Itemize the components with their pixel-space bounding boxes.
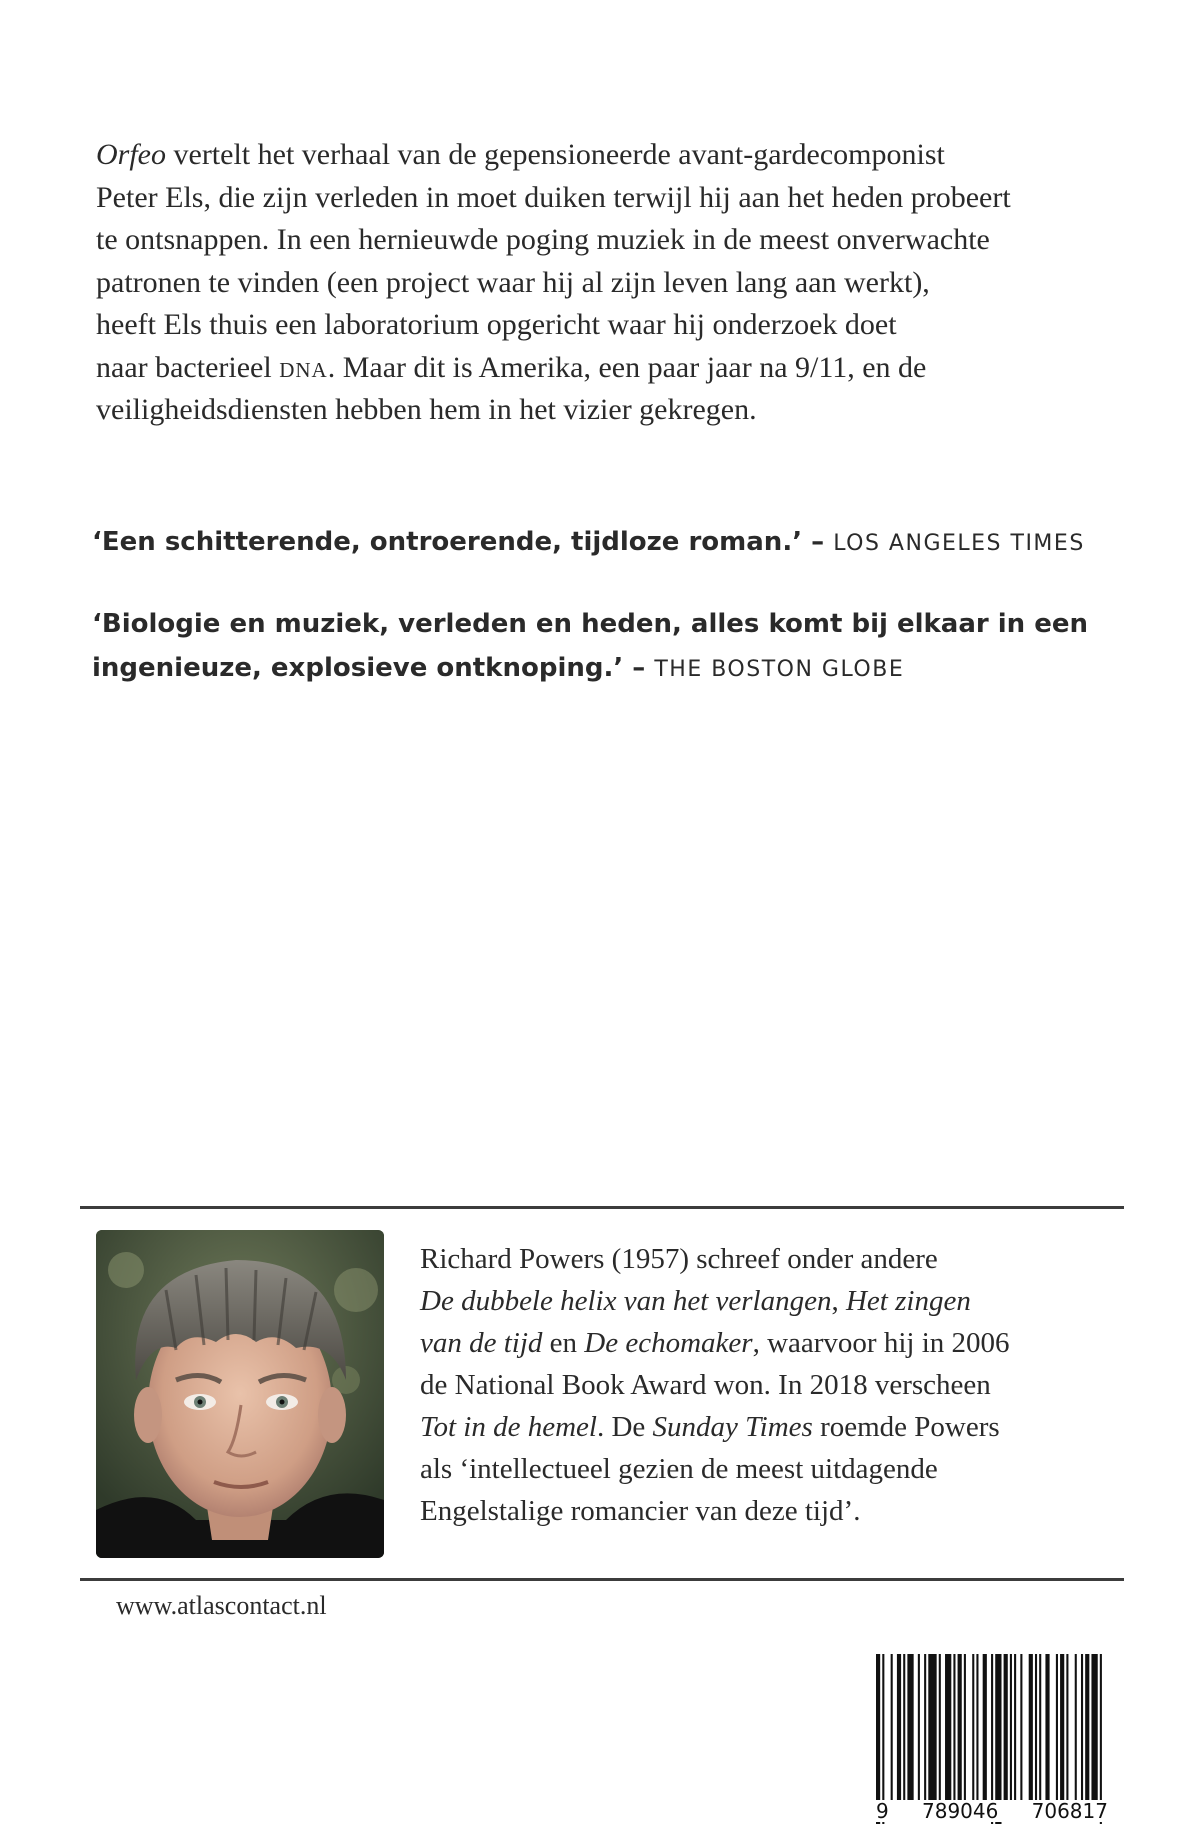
barcode-bar xyxy=(1066,1654,1068,1800)
barcode-bar xyxy=(1029,1654,1033,1800)
bio-line: Engelstalige romancier van deze tijd’. xyxy=(420,1495,861,1527)
quote-line: ‘Biologie en muziek, verleden en heden, alles komt bij elkaar in een xyxy=(92,609,1089,639)
review-quote-boston-globe xyxy=(92,602,1152,692)
barcode-bar xyxy=(897,1654,901,1800)
quote-text: ingenieuze, explosieve ontknoping.’ – xyxy=(92,653,655,683)
bio-line: als ‘intellectueel gezien de meest uitdagende xyxy=(420,1453,938,1485)
blurb-line: patronen te vinden (een project waar hij al zijn leven lang aan werkt), xyxy=(96,265,930,299)
barcode-bar xyxy=(1091,1654,1097,1800)
barcode-bar xyxy=(1014,1654,1016,1800)
barcode-bar xyxy=(1075,1654,1077,1800)
barcode-bar xyxy=(953,1654,955,1800)
barcode-bar xyxy=(1081,1654,1083,1800)
blurb-paragraph xyxy=(96,134,1116,432)
blurb-text: naar bacterieel xyxy=(96,350,280,384)
quote-source: THE BOSTON GLOBE xyxy=(654,657,905,682)
bio-line: Richard Powers (1957) schreef onder andere xyxy=(420,1243,938,1275)
review-quote-la-times xyxy=(92,520,1152,566)
bio-text: en xyxy=(542,1327,585,1359)
bio-text: roemde Powers xyxy=(812,1411,1000,1443)
barcode-bar xyxy=(958,1654,962,1800)
barcode-bar xyxy=(924,1654,926,1800)
barcode-bar xyxy=(939,1654,941,1800)
book-title: De echomaker xyxy=(584,1327,753,1359)
bio-line xyxy=(420,1322,1120,1364)
isbn-digit-group: 706817 xyxy=(1031,1799,1108,1823)
book-title: Het zingen xyxy=(845,1285,971,1317)
barcode-bar xyxy=(1035,1654,1037,1800)
isbn-digits xyxy=(874,1800,1110,1822)
barcode-bar xyxy=(964,1654,966,1800)
barcode-bar xyxy=(1004,1654,1008,1800)
book-title: De dubbele helix van het verlangen xyxy=(420,1285,832,1317)
bio-line xyxy=(420,1280,1120,1322)
blurb-line: veiligheidsdiensten hebben hem in het vizier gekregen. xyxy=(96,393,757,426)
barcode-bar xyxy=(907,1654,913,1800)
author-photo xyxy=(96,1230,384,1558)
isbn-digit-group: 9 xyxy=(876,1799,889,1823)
bio-text: , waarvoor hij in 2006 xyxy=(752,1327,1010,1359)
barcode-bar xyxy=(1010,1654,1012,1800)
barcode-bar xyxy=(1060,1654,1064,1800)
blurb-line xyxy=(96,347,1116,390)
bio-text: , xyxy=(831,1285,846,1317)
barcode-bar xyxy=(983,1654,987,1800)
bio-text: . De xyxy=(596,1411,653,1443)
quote-line xyxy=(92,520,1152,566)
quote-text: ‘Een schitterende, ontroerende, tijdloze roman.’ – xyxy=(92,527,834,557)
barcode-bar xyxy=(928,1654,936,1800)
blurb-line: heeft Els thuis een laboratorium opgericht waar hij onderzoek doet xyxy=(96,308,897,341)
bio-line: de National Book Award won. In 2018 verscheen xyxy=(420,1369,991,1401)
barcode-bar xyxy=(972,1654,974,1800)
blurb-line xyxy=(96,134,1116,177)
barcode-bar xyxy=(918,1654,920,1800)
barcode-bar xyxy=(1085,1654,1089,1800)
bio-line xyxy=(420,1406,1120,1448)
divider-top xyxy=(80,1206,1124,1209)
quote-line xyxy=(92,646,1152,692)
blurb-text: . Maar dit is Amerika, een paar jaar na 9/11, en de xyxy=(327,350,927,384)
blurb-text: vertelt het verhaal van de gepensioneerde avant-gardecomponist xyxy=(166,138,945,171)
barcode-bar xyxy=(1056,1654,1058,1800)
book-title: van de tijd xyxy=(420,1327,543,1359)
barcode-bar xyxy=(903,1654,905,1800)
divider-bottom xyxy=(80,1578,1124,1581)
dna-abbreviation: dna xyxy=(279,350,328,384)
barcode-bar xyxy=(891,1654,893,1800)
quote-source: LOS ANGELES TIMES xyxy=(833,531,1085,556)
publisher-website[interactable]: www.atlascontact.nl xyxy=(116,1591,327,1620)
barcode-bar xyxy=(976,1654,978,1800)
barcode-bar xyxy=(1039,1654,1041,1800)
title-orfeo: Orfeo xyxy=(96,138,166,171)
newspaper-title: Sunday Times xyxy=(652,1411,813,1443)
blurb-line: te ontsnappen. In een hernieuwde poging muziek in de meest onverwachte xyxy=(96,223,990,256)
book-title: Tot in de hemel xyxy=(420,1411,597,1443)
isbn-digit-group: 789046 xyxy=(922,1799,999,1823)
barcode-bar xyxy=(945,1654,951,1800)
barcode-bar xyxy=(1045,1654,1049,1800)
author-bio xyxy=(420,1238,1120,1532)
blurb-line: Peter Els, die zijn verleden in moet duiken terwijl hij aan het heden probeert xyxy=(96,180,1011,214)
barcode-bar xyxy=(1020,1654,1022,1800)
